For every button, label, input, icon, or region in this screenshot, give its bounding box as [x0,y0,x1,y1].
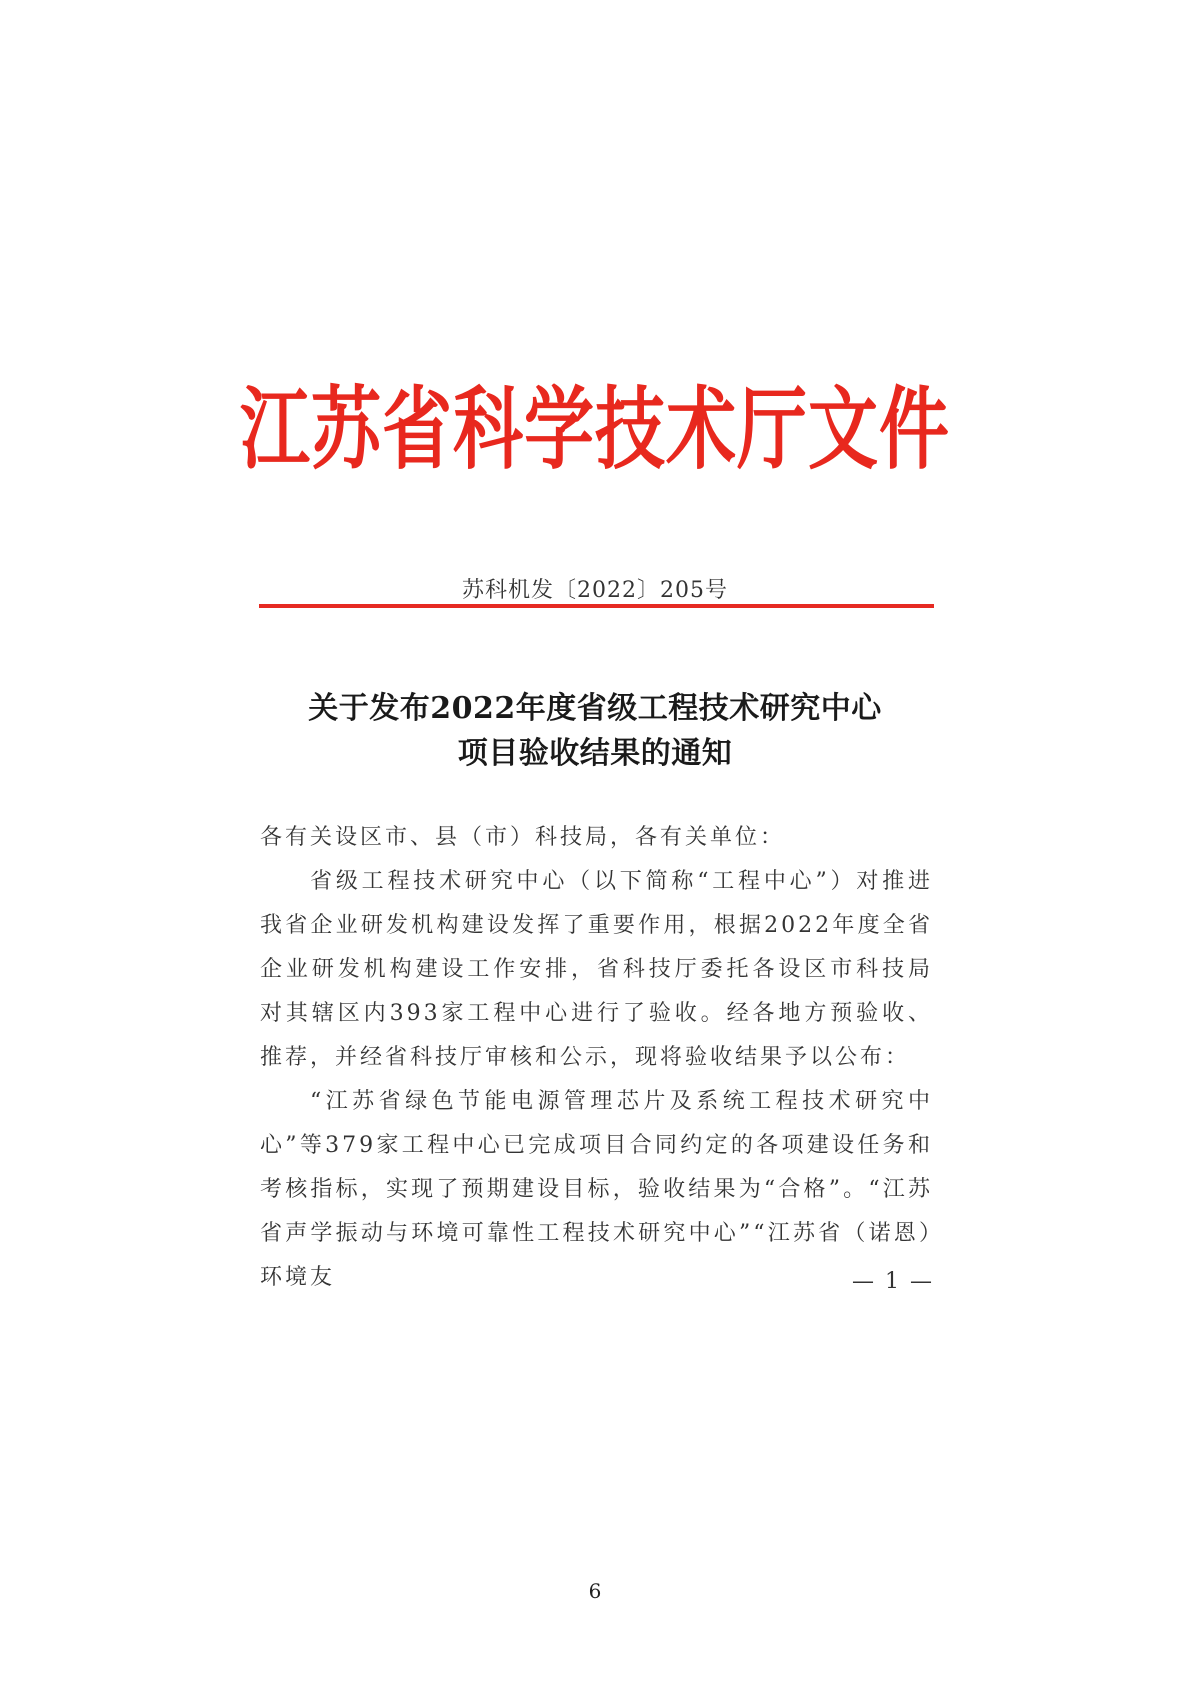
red-divider-line [259,604,934,608]
body-paragraph-2: “江苏省绿色节能电源管理芯片及系统工程技术研究中心”等379家工程中心已完成项目合同约定的各项建设任务和考核指标，实现了预期建设目标，验收结果为“合格”。“江苏省声学振动与环境可靠性工程技术研究中心”“江苏省（诺恩）环境友 [260,1089,933,1290]
inner-page-marker: — 1 — [852,1269,934,1294]
salutation: 各有关设区市、县（市）科技局，各有关单位： [260,825,786,850]
page-number: 6 [588,1579,602,1603]
body-paragraph-1: 省级工程技术研究中心（以下简称“工程中心”）对推进我省企业研发机构建设发挥了重要作用，根据2022年度全省企业研发机构建设工作安排，省科技厅委托各设区市科技局对其辖区内393家工程中心进行了验收。经各地方预验收、推荐，并经省科技厅审核和公示，现将验收结果予以公布： [260,869,933,1070]
notice-title-line-2: 项目验收结果的通知 [457,736,733,771]
masthead-title: 江苏省科学技术厅文件 [240,377,950,483]
document-number: 苏科机发〔2022〕205号 [462,578,728,603]
notice-title-line-1: 关于发布2022年度省级工程技术研究中心 [308,691,882,726]
